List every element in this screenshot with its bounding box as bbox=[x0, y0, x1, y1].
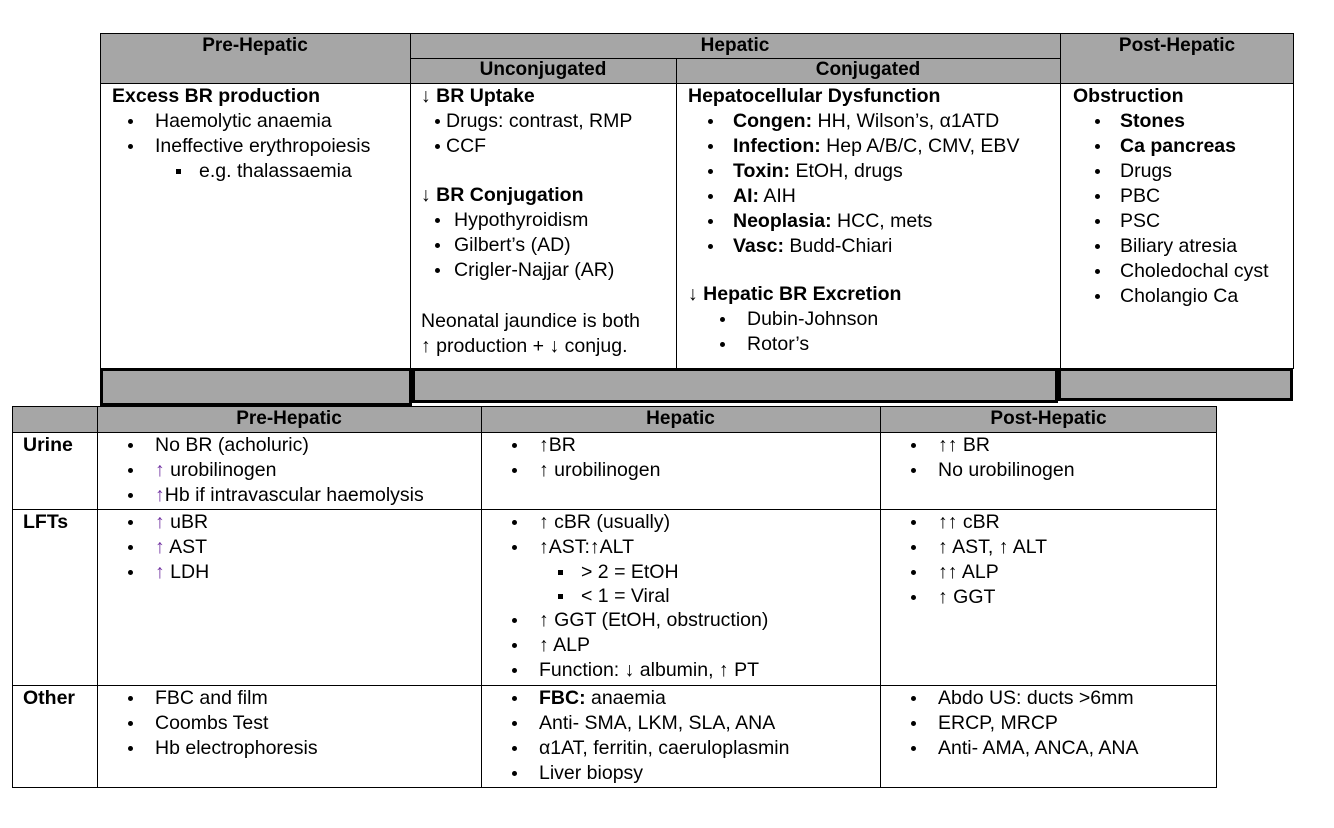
list-item-text: CCF bbox=[446, 135, 487, 157]
conjugation-heading: ↓ BR Conjugation bbox=[421, 184, 584, 206]
list-item bbox=[1073, 284, 1293, 309]
arrow: ↑ bbox=[155, 459, 165, 481]
list-item-text: LDH bbox=[164, 561, 210, 583]
list-item-text: PBC bbox=[1120, 185, 1161, 207]
list-item-text: Ca pancreas bbox=[1120, 135, 1236, 157]
list-item-text: ↑↑ cBR bbox=[938, 511, 1000, 533]
list-subitem-text: e.g. thalassaemia bbox=[199, 160, 352, 182]
list-item bbox=[911, 686, 1211, 711]
divider bbox=[410, 33, 411, 368]
spacer-bar-hepatic bbox=[412, 368, 1058, 403]
list-item-text: Ineffective erythropoiesis bbox=[155, 135, 371, 157]
divider bbox=[880, 406, 881, 787]
item-text: HCC, mets bbox=[831, 210, 933, 232]
divider bbox=[410, 58, 1060, 59]
list-item bbox=[112, 109, 407, 134]
top-header-post bbox=[1060, 33, 1294, 83]
row-label-urine: Urine bbox=[23, 434, 73, 456]
list-item bbox=[911, 510, 1211, 535]
list-item bbox=[128, 433, 478, 458]
list-item bbox=[1073, 234, 1293, 259]
other-pre-cell bbox=[128, 686, 478, 761]
excretion-heading: ↓ Hepatic BR Excretion bbox=[688, 283, 902, 305]
arrow: ↑ bbox=[539, 434, 549, 456]
top-unconj-cell bbox=[421, 84, 676, 359]
list-item bbox=[1073, 259, 1293, 284]
list-item-text: Dubin-Johnson bbox=[747, 308, 879, 330]
list-item bbox=[512, 608, 877, 633]
list-item bbox=[512, 458, 872, 483]
list-item bbox=[421, 258, 676, 283]
list-item bbox=[512, 510, 877, 535]
top-conj-cell bbox=[688, 84, 1058, 357]
list-item bbox=[1073, 109, 1293, 134]
spacer-bar-post bbox=[1058, 368, 1293, 401]
list-item-text: Hypothyroidism bbox=[454, 209, 589, 231]
list-item-text: urobilinogen bbox=[548, 459, 661, 481]
divider bbox=[1060, 33, 1061, 368]
divider bbox=[1216, 406, 1217, 787]
divider bbox=[12, 406, 1217, 407]
other-hep-cell bbox=[512, 686, 877, 786]
list-item-text: Liver biopsy bbox=[539, 762, 644, 784]
list-item bbox=[421, 208, 676, 233]
list-item bbox=[112, 134, 407, 159]
list-item-text: Crigler-Najjar (AR) bbox=[454, 259, 615, 281]
list-item bbox=[512, 686, 877, 711]
bottom-header-corner bbox=[12, 406, 97, 432]
list-item bbox=[128, 535, 478, 560]
list-item bbox=[128, 458, 478, 483]
list-item bbox=[421, 109, 676, 134]
spacer-bar-pre bbox=[100, 368, 412, 406]
list-item-text: Haemolytic anaemia bbox=[155, 110, 332, 132]
list-item-text: BR bbox=[957, 434, 991, 456]
list-item bbox=[688, 209, 1058, 234]
neonatal-note-line1: Neonatal jaundice is both bbox=[421, 310, 640, 332]
item-bold: Vasc: bbox=[733, 235, 784, 257]
list-item bbox=[512, 633, 877, 658]
divider bbox=[100, 33, 1294, 34]
row-label-lfts: LFTs bbox=[23, 511, 69, 533]
list-item-text: FBC and film bbox=[155, 687, 268, 709]
urine-hep-cell bbox=[512, 433, 872, 483]
list-item-text: No BR (acholuric) bbox=[155, 434, 309, 456]
divider bbox=[1293, 33, 1294, 368]
list-item-text: Hb if intravascular haemolysis bbox=[164, 484, 424, 506]
divider bbox=[676, 58, 677, 368]
list-item bbox=[421, 134, 676, 159]
list-item bbox=[688, 307, 1058, 332]
list-item-text: Hb electrophoresis bbox=[155, 737, 318, 759]
list-item-text: Coombs Test bbox=[155, 712, 269, 734]
item-bold: FBC: bbox=[539, 687, 586, 709]
list-item-text: ↑ cBR (usually) bbox=[539, 511, 671, 533]
list-subitem bbox=[512, 560, 877, 584]
top-header-pre-label: Pre-Hepatic bbox=[202, 35, 308, 56]
list-item bbox=[911, 585, 1211, 610]
list-item bbox=[512, 658, 877, 683]
list-item bbox=[512, 711, 877, 736]
list-item bbox=[128, 483, 478, 508]
list-item-text: urobilinogen bbox=[164, 459, 277, 481]
list-item bbox=[1073, 134, 1293, 159]
urine-post-cell bbox=[911, 433, 1211, 483]
arrow: ↑↑ bbox=[938, 434, 958, 456]
list-item-text: Gilbert’s (AD) bbox=[454, 234, 571, 256]
list-item-text: Function: ↓ albumin, ↑ PT bbox=[539, 659, 760, 681]
list-item-text: BR bbox=[548, 434, 576, 456]
other-post-cell bbox=[911, 686, 1211, 761]
dysfunction-heading: Hepatocellular Dysfunction bbox=[688, 85, 941, 107]
lfts-pre-cell bbox=[128, 510, 478, 585]
divider bbox=[97, 406, 98, 787]
urine-pre-cell bbox=[128, 433, 478, 508]
list-item bbox=[421, 233, 676, 258]
list-item-text: Drugs bbox=[1120, 160, 1173, 182]
list-item-text: Drugs: contrast, RMP bbox=[446, 110, 633, 132]
list-item bbox=[911, 458, 1211, 483]
list-item bbox=[512, 433, 872, 458]
lfts-post-cell bbox=[911, 510, 1211, 610]
list-item-text: ↑ AST, ↑ ALT bbox=[938, 536, 1048, 558]
list-item-text: ↑↑ ALP bbox=[938, 561, 999, 583]
divider bbox=[12, 787, 1217, 788]
bottom-header-pre-label: Pre-Hepatic bbox=[236, 408, 342, 429]
list-item bbox=[688, 109, 1058, 134]
list-item bbox=[128, 510, 478, 535]
divider bbox=[481, 406, 482, 787]
item-text: Hep A/B/C, CMV, EBV bbox=[820, 135, 1020, 157]
item-bold: Infection: bbox=[733, 135, 821, 157]
divider bbox=[12, 406, 13, 787]
list-item bbox=[128, 686, 478, 711]
list-item bbox=[688, 159, 1058, 184]
list-item bbox=[512, 736, 877, 761]
list-item-text: α1AT, ferritin, caeruloplasmin bbox=[539, 737, 790, 759]
list-item-text: Biliary atresia bbox=[1120, 235, 1238, 257]
neonatal-note-line2: ↑ production + ↓ conjug. bbox=[421, 335, 628, 357]
top-header-unconj bbox=[410, 58, 676, 83]
top-header-unconj-label: Unconjugated bbox=[479, 59, 607, 80]
list-item bbox=[128, 560, 478, 585]
list-item bbox=[1073, 184, 1293, 209]
list-item bbox=[911, 560, 1211, 585]
list-item-text: Anti- AMA, ANCA, ANA bbox=[938, 737, 1139, 759]
top-header-hepatic-label: Hepatic bbox=[700, 35, 770, 56]
list-item-text: ↑AST:↑ALT bbox=[539, 536, 634, 558]
list-item bbox=[1073, 159, 1293, 184]
list-item-text: uBR bbox=[164, 511, 209, 533]
item-bold: Toxin: bbox=[733, 160, 791, 182]
pre-heading: Excess BR production bbox=[112, 85, 321, 107]
item-text: EtOH, drugs bbox=[790, 160, 903, 182]
item-text: HH, Wilson’s, α1ATD bbox=[812, 110, 1000, 132]
top-post-cell bbox=[1073, 84, 1293, 309]
bottom-header-post-label: Post-Hepatic bbox=[990, 408, 1107, 429]
list-item-text: ERCP, MRCP bbox=[938, 712, 1058, 734]
arrow: ↑ bbox=[155, 484, 165, 506]
list-subitem bbox=[512, 584, 877, 608]
list-item-text: AST bbox=[164, 536, 208, 558]
item-bold: Congen: bbox=[733, 110, 813, 132]
list-item-text: Stones bbox=[1120, 110, 1186, 132]
list-item bbox=[911, 535, 1211, 560]
list-item bbox=[911, 736, 1211, 761]
top-pre-cell bbox=[112, 84, 407, 184]
list-item bbox=[512, 535, 877, 560]
list-item bbox=[1073, 209, 1293, 234]
list-item bbox=[688, 134, 1058, 159]
list-item bbox=[911, 433, 1211, 458]
list-subitem-text: < 1 = Viral bbox=[581, 585, 670, 607]
item-bold: Neoplasia: bbox=[733, 210, 832, 232]
list-item-text: Choledochal cyst bbox=[1120, 260, 1269, 282]
list-item-text: ↑ GGT (EtOH, obstruction) bbox=[539, 609, 769, 631]
top-header-conj bbox=[676, 58, 1060, 83]
list-item bbox=[128, 711, 478, 736]
obstruction-heading: Obstruction bbox=[1073, 85, 1184, 107]
item-bold: AI: bbox=[733, 185, 759, 207]
list-item-text: PSC bbox=[1120, 210, 1161, 232]
top-header-pre bbox=[100, 33, 410, 83]
divider bbox=[100, 33, 101, 368]
list-item-text: ↑ ALP bbox=[539, 634, 590, 656]
bottom-header-pre bbox=[97, 406, 481, 432]
list-item-text: Abdo US: ducts >6mm bbox=[938, 687, 1134, 709]
row-label-other: Other bbox=[23, 687, 76, 709]
arrow: ↑ bbox=[155, 561, 165, 583]
list-item-text: Anti- SMA, LKM, SLA, ANA bbox=[539, 712, 776, 734]
bottom-header-hepatic-label: Hepatic bbox=[646, 408, 715, 429]
list-item bbox=[688, 234, 1058, 259]
list-subitem bbox=[112, 159, 407, 184]
list-item bbox=[512, 761, 877, 786]
item-text: Budd-Chiari bbox=[783, 235, 893, 257]
list-item-text: No urobilinogen bbox=[938, 459, 1075, 481]
list-subitem-text: > 2 = EtOH bbox=[581, 561, 679, 583]
uptake-heading: ↓ BR Uptake bbox=[421, 85, 535, 107]
top-header-hepatic bbox=[410, 33, 1060, 58]
arrow: ↑ bbox=[539, 459, 549, 481]
lfts-hep-cell bbox=[512, 510, 877, 683]
list-item-text: ↑ GGT bbox=[938, 586, 996, 608]
list-item bbox=[911, 711, 1211, 736]
top-header-post-label: Post-Hepatic bbox=[1118, 35, 1236, 56]
bottom-header-hepatic bbox=[481, 406, 880, 432]
item-text: anaemia bbox=[585, 687, 666, 709]
arrow: ↑ bbox=[155, 511, 165, 533]
list-item bbox=[688, 184, 1058, 209]
list-item-text: Cholangio Ca bbox=[1120, 285, 1239, 307]
arrow: ↑ bbox=[155, 536, 165, 558]
item-text: AIH bbox=[759, 185, 796, 207]
list-item-text: Rotor’s bbox=[747, 333, 810, 355]
top-header-conj-label: Conjugated bbox=[815, 59, 921, 80]
bottom-header-post bbox=[880, 406, 1217, 432]
list-item bbox=[128, 736, 478, 761]
list-item bbox=[688, 332, 1058, 357]
